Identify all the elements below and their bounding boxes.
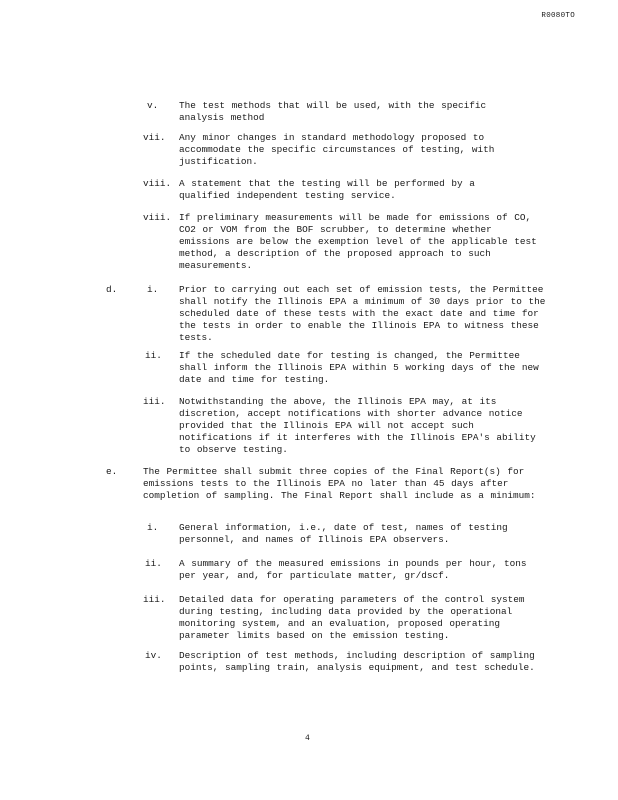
section-label: d.: [106, 284, 118, 295]
list-marker: iv.: [145, 650, 162, 661]
list-item-text: Any minor changes in standard methodology proposed to accommodate the specific circumstances of testing, with justification.: [179, 132, 495, 167]
page-number: 4: [305, 734, 310, 743]
list-marker: viii.: [143, 178, 172, 189]
list-item-text: Description of test methods, including description of sampling points, sampling train, analysis equipment, and test schedule.: [179, 650, 535, 673]
section-intro-text: The Permittee shall submit three copies of the Final Report(s) for emissions tests to the Illinois EPA no later than 45 days after completion of sampling. The Final Report shall include as a minimum:: [143, 466, 536, 501]
list-marker: v.: [147, 100, 159, 111]
list-item-text: If preliminary measurements will be made for emissions of CO, CO2 or VOM from the BOF scrubber, to determine whether emissions are below the exemption level of the applicable test method, a description of the proposed approach to such measurements.: [179, 212, 537, 271]
document-code: R0080TO: [541, 12, 575, 20]
list-marker: i.: [147, 284, 159, 295]
list-marker: viii.: [143, 212, 172, 223]
list-item-text: The test methods that will be used, with the specific analysis method: [179, 100, 487, 123]
list-marker: i.: [147, 522, 159, 533]
list-item-text: Notwithstanding the above, the Illinois EPA may, at its discretion, accept notifications with shorter advance notice provided that the Illinois EPA will not accept such notifications if it interferes with the Illinois EPA's ability to observe testing.: [179, 396, 536, 455]
list-marker: iii.: [143, 594, 166, 605]
list-marker: ii.: [145, 350, 162, 361]
list-item-text: A statement that the testing will be performed by a qualified independent testing service.: [179, 178, 475, 201]
list-item-text: General information, i.e., date of test, names of testing personnel, and names of Illinois EPA observers.: [179, 522, 508, 545]
list-item-text: Prior to carrying out each set of emission tests, the Permittee shall notify the Illinois EPA a minimum of 30 days prior to the scheduled date of these tests with the exact date and time for the tests in order to enable the Illinois EPA to witness these tests.: [179, 284, 546, 343]
list-marker: ii.: [145, 558, 162, 569]
section-label: e.: [106, 466, 118, 477]
list-marker: vii.: [143, 132, 166, 143]
list-item-text: Detailed data for operating parameters of the control system during testing, including data provided by the operational monitoring system, and an evaluation, proposed operating parameter limits based on the emission testing.: [179, 594, 525, 641]
list-item-text: If the scheduled date for testing is changed, the Permittee shall inform the Illinois EPA within 5 working days of the new date and time for testing.: [179, 350, 539, 385]
list-item-text: A summary of the measured emissions in pounds per hour, tons per year, and, for particulate matter, gr/dscf.: [179, 558, 527, 581]
list-marker: iii.: [143, 396, 166, 407]
